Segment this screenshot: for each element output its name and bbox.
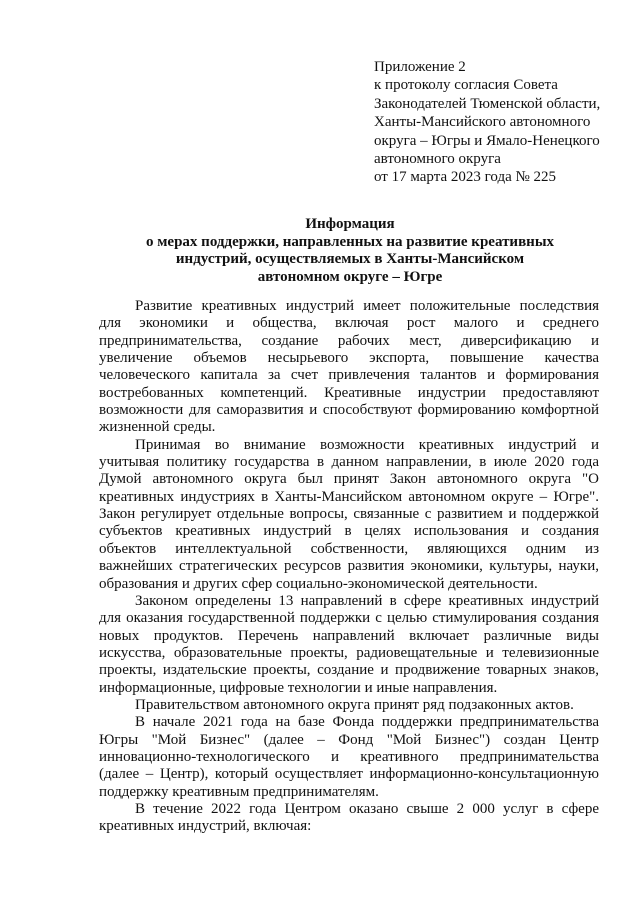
text-line: востребованных компетенций. Креативные индустрии предоставляют [99,384,599,401]
text-line: В течение 2022 года Центром оказано свыше 2 000 услуг в сфере [135,800,599,817]
text-line: Законом определены 13 направлений в сфере креативных индустрий [135,592,599,609]
paragraph [99,437,599,593]
text-line: Развитие креативных индустрий имеет положительные последствия [135,298,599,314]
text-line: учитывая политику государства в данном направлении, в июле 2020 года [99,454,599,471]
appendix-line: от 17 марта 2023 года № 225 [374,169,557,186]
appendix-line: к протоколу согласия Совета [374,77,558,94]
text-line: предпринимательства, создание рабочих мест, диверсификацию и [99,332,599,349]
text-line: В начале 2021 года на базе Фонда поддержки предпринимательства [135,714,599,731]
text-line: возможности для саморазвития и способствуют формированию комфортной [99,402,599,419]
appendix-line: Приложение 2 [374,59,466,75]
text-line: искусства, образовательные проекты, радиовещательные и телевизионные [99,644,599,661]
text-line: Югры "Мой Бизнес" (далее – Фонд "Мой Бизнес") создан Центр [99,731,599,748]
paragraph [99,593,599,697]
text-line: креативных индустриях в Ханты-Мансийском автономном округе – Югре". [99,488,599,505]
text-line: Думой автономного округа был принят Закон автономного округа "О [99,471,599,488]
text-line: новых продуктов. Перечень направлений включает различные виды [99,627,599,644]
paragraph [99,298,599,437]
paragraph [99,714,599,801]
text-line: Принимая во внимание возможности креативных индустрий и [135,436,599,453]
text-line: объектов интеллектуальной собственности, являющихся одним из [99,540,599,557]
text-line: жизненной среды. [99,419,216,436]
appendix-line: Законодателей Тюменской области, [374,95,601,112]
paragraph [99,697,599,714]
appendix-line: Ханты-Мансийского автономного [374,114,591,131]
text-line: для оказания государственной поддержки с целью стимулирования создания [99,610,599,627]
text-line: важнейших стратегических ресурсов развития экономики, культуры, науки, [99,558,599,575]
text-line: проекты, издательские проекты, создание и продвижение товарных знаков, [99,662,599,679]
text-line: увеличение объемов несырьевого экспорта, повышение качества [99,350,599,367]
text-line: поддержку креативным предпринимателям. [99,783,379,800]
document-body [99,298,599,836]
heading-title: Информация [305,216,395,232]
text-line: для экономики и общества, включая рост малого и среднего [99,315,599,332]
document-heading [100,216,600,286]
appendix-line: автономного округа [374,151,501,168]
heading-subtitle-line: автономном округе – Югре [257,268,443,285]
paragraph [99,801,599,836]
text-line: (далее – Центр), который осуществляет информационно-консультационную [99,766,599,783]
text-line: инновационно-технологического и креативного предпринимательства [99,748,599,765]
text-line: креативных индустрий, включая: [99,818,312,835]
text-line: информационные, цифровые технологии и иные направления. [99,679,498,696]
text-line: образования и других сфер социально-экономической деятельности. [99,575,538,592]
text-line: Правительством автономного округа принят ряд подзаконных актов. [135,696,574,713]
text-line: Закон регулирует отдельные вопросы, связанные с развитием и поддержкой [99,506,599,523]
text-line: субъектов креативных индустрий в целях использования и создания [99,523,599,540]
text-line: человеческого капитала за счет привлечения талантов и формирования [99,367,599,384]
appendix-note [374,58,624,187]
heading-subtitle-line: индустрий, осуществляемых в Ханты-Мансийском [175,251,525,267]
appendix-line: округа – Югры и Ямало-Ненецкого [374,132,600,149]
heading-subtitle-line: о мерах поддержки, направленных на развитие креативных [145,233,555,250]
